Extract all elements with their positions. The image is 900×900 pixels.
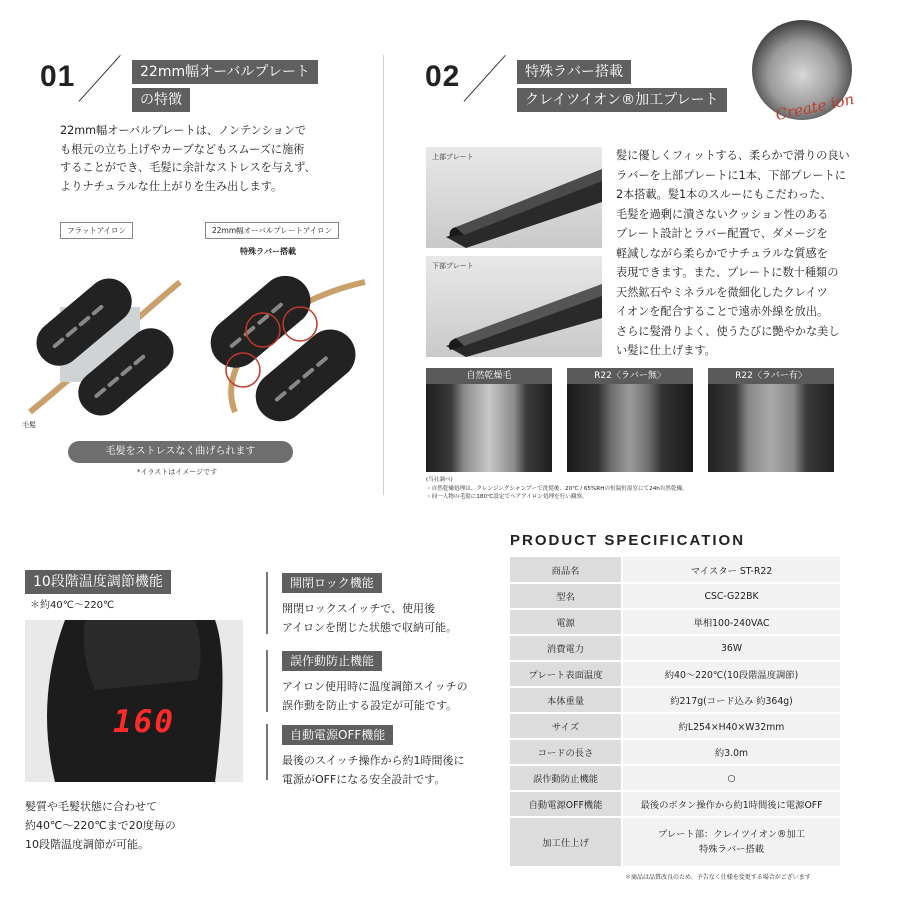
divider-slash [464,55,506,102]
hair-tile-label: R22〈ラバー無〉 [567,368,693,384]
spec-value: 最後のボタン操作から約1時間後に電源OFF [622,791,840,817]
flat-iron-illustration [20,262,190,432]
section2-title [517,60,727,112]
feature-malfunction-title: 誤作動防止機能 [282,651,382,671]
feature-auto-off [266,724,465,786]
vertical-divider [383,55,384,495]
spec-key: 本体重量 [510,687,622,713]
spec-value-line1: プレート部：クレイツイオン®加工 [657,829,806,840]
spec-value: マイスター ST-R22 [622,557,840,583]
spec-key: 誤作動防止機能 [510,765,622,791]
hair-tile-label: 自然乾燥毛 [426,368,552,384]
spec-value: 約40～220℃(10段階温度調節) [622,661,840,687]
spec-value: 単相100-240VAC [622,609,840,635]
section3-subtitle: ＊約40℃～220℃ [30,600,115,611]
table-row [510,583,840,609]
feature-auto-off-text: 最後のスイッチ操作から約1時間後に 電源がOFFになる安全設計です。 [282,754,465,786]
spec-note: ＊商品は品質改良のため、予告なく仕様を変更する場合がございます [625,874,811,881]
table-row [510,713,840,739]
spec-key: プレート表面温度 [510,661,622,687]
section2-footnotes [426,476,688,502]
oval-iron-illustration [195,262,370,432]
spec-key: 自動電源OFF機能 [510,791,622,817]
table-row [510,609,840,635]
label-lower-plate: 下部プレート [432,262,474,270]
spec-value: 約217g(コード込み 約364g) [622,687,840,713]
spec-key: 型名 [510,583,622,609]
section2-title-line1: 特殊ラバー搭載 [517,60,631,84]
illustration-note: *イラストはイメージです [137,468,218,476]
hair-tile-label: R22〈ラバー有〉 [708,368,834,384]
section1-body: 22mm幅オーバルプレートは、ノンテンションで も根元の立ち上げやカーブなどもスムーズに施術 することができ、毛髪に余計なストレスを与えず、 よりナチュラルな仕上がりを生み出します。 [60,124,316,193]
temperature-display-photo [25,620,243,782]
label-hair: 毛髪 [22,421,36,429]
spec-value: 36W [622,635,840,661]
spec-key: 電源 [510,609,622,635]
table-row [510,635,840,661]
spec-value: ○ [622,765,840,791]
spec-key: 商品名 [510,557,622,583]
feature-lock [266,572,457,634]
label-upper-plate: 上部プレート [432,153,474,161]
section2-title-line2: クレイツイオン®加工プレート [517,88,727,112]
footnote-3: ・同一人物の毛髪に180℃設定でヘアアイロン処理を行い観察。 [426,494,588,500]
section3-body: 髪質や毛髪状態に合わせて 約40℃～220℃まで20度毎の 10段階温度調節が可能。 [25,800,176,851]
table-row [510,817,840,867]
hair-tile-with-rubber [708,368,834,472]
spec-value-line2: 特殊ラバー搭載 [698,844,765,855]
spec-value: 約L254×H40×W32mm [622,713,840,739]
spec-value: 約3.0m [622,739,840,765]
section1-title [132,60,318,112]
divider-slash [79,55,121,102]
feature-lock-title: 開閉ロック機能 [282,573,382,593]
table-row [510,557,840,583]
footnote-2: ・自然乾燥処理は、クレンジングシャンプーで洗髪後、20℃ / 65%RHの恒温恒湿室にて24h自然乾燥。 [426,485,688,492]
spec-key: 加工仕上げ [510,817,622,867]
label-rubber: 特殊ラバー搭載 [240,247,296,256]
spec-table [510,557,840,868]
label-oval-iron: 22mm幅オーバルプレートアイロン [205,222,339,239]
feature-auto-off-title: 自動電源OFF機能 [282,725,393,745]
banner-stress-free: 毛髪をストレスなく曲げられます [68,441,293,463]
spec-value: CSC-G22BK [622,583,840,609]
section1-title-line2: の特徴 [132,88,190,112]
table-row [510,765,840,791]
feature-lock-text: 開閉ロックスイッチで、使用後 アイロンを閉じた状態で収納可能。 [282,602,458,634]
led-temperature-readout: 160 [113,704,175,740]
label-flat-iron: フラットアイロン [60,222,133,239]
section3-title-wrap [25,570,171,594]
spec-value [622,817,840,867]
section2-body: 髪に優しくフィットする、柔らかで滑りの良い ラバーを上部プレートに1本、下部プレートに 2本搭載。髪1本のスルーにもこだわった、 毛髪を過剰に潰さないクッション性のある プレート設計とラバー配置で、ダメージを 軽減しながら柔らかでナチュラルな質感を 表現できます。また、プレートに数十種類の 天然鉱石やミネラルを微細化したクレイツ イオンを配合することで遠赤外線を放出。 さらに髪滑りよく、使うたびに艶やかな美し い髪に仕上げます。 [616,149,850,357]
lower-plate-photo [426,256,602,357]
table-row [510,739,840,765]
upper-plate-photo [426,147,602,248]
spec-heading: PRODUCT SPECIFICATION [510,532,746,549]
section3-title: 10段階温度調節機能 [25,570,171,594]
spec-key: サイズ [510,713,622,739]
table-row [510,661,840,687]
feature-malfunction [266,650,468,712]
section1-title-line1: 22mm幅オーバルプレート [132,60,318,84]
footnote-1: (当社調べ) [426,477,453,483]
create-ion-script: Create ion [773,89,856,125]
section-number-01: 01 [40,60,76,93]
table-row [510,791,840,817]
table-row [510,687,840,713]
feature-malfunction-text: アイロン使用時に温度調節スイッチの 誤作動を防止する設定が可能です。 [282,680,468,712]
hair-tile-no-rubber [567,368,693,472]
hair-tile-natural [426,368,552,472]
section-number-02: 02 [425,60,461,93]
spec-table-wrap [510,557,840,868]
spec-key: 消費電力 [510,635,622,661]
spec-key: コードの長さ [510,739,622,765]
